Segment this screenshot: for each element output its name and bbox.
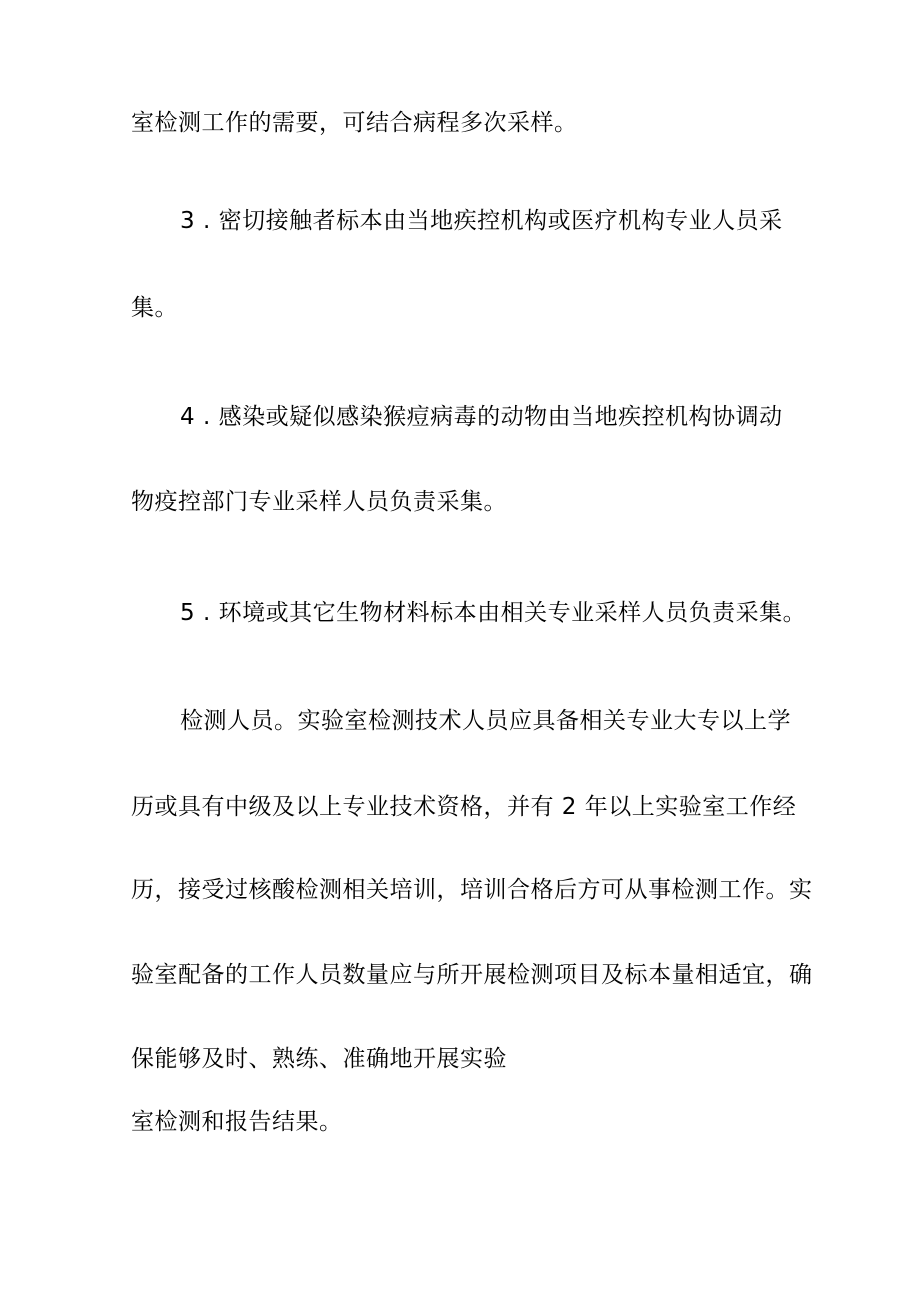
list-item-5-line: 5 . 环境或其它生物材料标本由相关专业采样人员负责采集。 bbox=[180, 600, 807, 626]
text-line: 物疫控部门专业采样人员负责采集。 bbox=[131, 489, 507, 515]
paragraph-line: 历或具有中级及以上专业技术资格，并有 2 年以上实验室工作经 bbox=[131, 794, 797, 820]
list-item-3-line: 3 . 密切接触者标本由当地疾控机构或医疗机构专业人员采 bbox=[180, 208, 783, 234]
paragraph-line: 验室配备的工作人员数量应与所开展检测项目及标本量相适宜，确 bbox=[131, 962, 813, 988]
paragraph-line: 保能够及时、熟练、准确地开展实验 bbox=[131, 1046, 507, 1072]
list-item-4-line: 4 . 感染或疑似感染猴痘病毒的动物由当地疾控机构协调动 bbox=[180, 404, 783, 430]
paragraph-line: 检测人员。实验室检测技术人员应具备相关专业大专以上学 bbox=[180, 708, 791, 734]
text-line: 室检测工作的需要，可结合病程多次采样。 bbox=[131, 110, 578, 136]
text-line: 集。 bbox=[131, 295, 178, 321]
paragraph-line: 室检测和报告结果。 bbox=[131, 1109, 343, 1135]
paragraph-line: 历，接受过核酸检测相关培训，培训合格后方可从事检测工作。实 bbox=[131, 877, 813, 903]
